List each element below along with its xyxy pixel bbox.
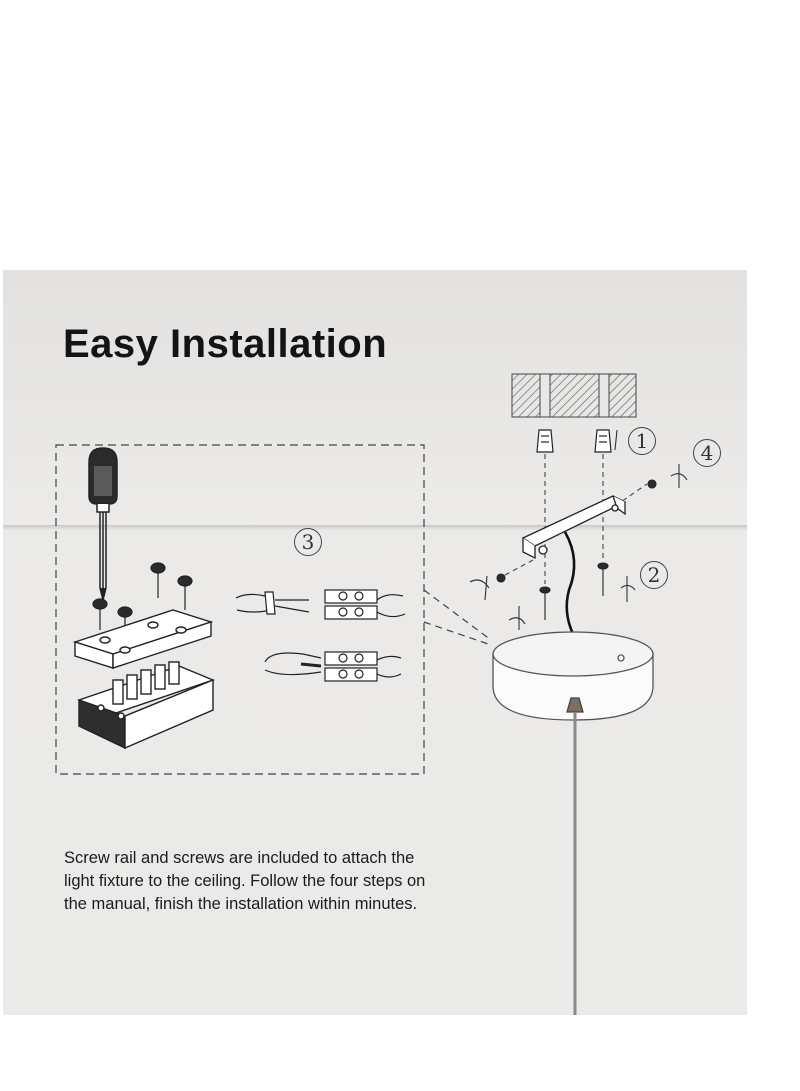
installation-panel	[3, 270, 747, 1015]
mounting-bracket	[523, 496, 625, 558]
callout-line-top	[424, 590, 491, 640]
screwdriver-illustration	[89, 448, 117, 600]
step-2-marker: 2	[640, 561, 668, 589]
wire-connector-top	[236, 590, 405, 619]
rotation-arrows	[470, 430, 687, 630]
wire-connector-bottom	[265, 652, 401, 681]
terminal-block-base	[79, 662, 213, 748]
callout-line-bottom	[424, 622, 491, 645]
wall-anchors	[537, 430, 611, 452]
installation-description: Screw rail and screws are included to attach the light fixture to the ceiling. Follow the four steps on the manual, finish the installation within minutes.	[64, 849, 426, 913]
page-title: Easy Installation	[63, 322, 388, 366]
step-3-marker: 3	[294, 528, 322, 556]
power-wire	[565, 532, 574, 634]
ceiling-mount-block	[512, 374, 636, 417]
bracket-screws	[497, 480, 656, 620]
step-4-marker: 4	[693, 439, 721, 467]
terminal-block-lid	[75, 610, 211, 668]
step-1-marker: 1	[628, 427, 656, 455]
ceiling-canopy	[493, 632, 653, 720]
